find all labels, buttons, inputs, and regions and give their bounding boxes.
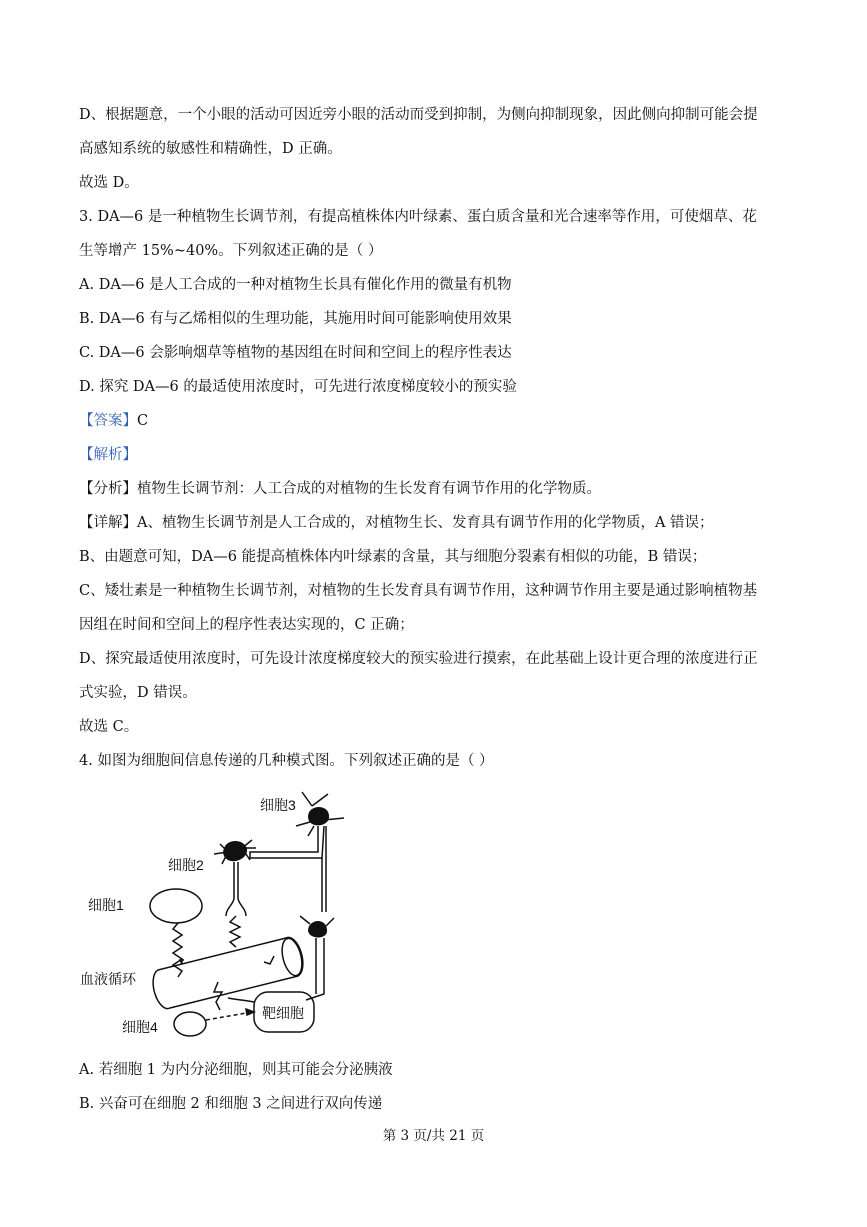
- lower-neuron-body: [309, 922, 327, 937]
- fenxi-text: 植物生长调节剂：人工合成的对植物的生长发育有调节作用的化学物质。: [137, 481, 601, 497]
- label-cell1: 细胞1: [88, 897, 124, 913]
- q3-detail-c-line2: 因组在时间和空间上的程序性表达实现的，C 正确；: [79, 617, 414, 633]
- q3-conclusion: 故选 C。: [79, 719, 139, 735]
- q3-detail-d-line1: D、探究最适使用浓度时，可先设计浓度梯度较大的预实验进行摸索，在此基础上设计更合理的浓度进行正: [79, 651, 758, 667]
- prev-option-d-line1: D、根据题意，一个小眼的活动可因近旁小眼的活动而受到抑制，为侧向抑制现象，因此侧向抑制可能会提: [79, 107, 758, 123]
- label-target: 靶细胞: [262, 1005, 304, 1021]
- q3-detail-c-line1: C、矮壮素是一种植物生长调节剂，对植物的生长发育具有调节作用，这种调节作用主要是通过影响植物基: [79, 583, 758, 599]
- q3-detail-line: [79, 513, 799, 533]
- q3-option-a: A. DA—6 是人工合成的一种对植物生长具有催化作用的微量有机物: [79, 277, 512, 293]
- q3-stem-line2: 生等增产 15%~40%。下列叙述正确的是（ ）: [79, 243, 383, 259]
- cell1-shape: [150, 889, 202, 923]
- q3-answer-line: [79, 411, 799, 431]
- cell2-body: [224, 842, 246, 861]
- q3-analysis-line: [79, 445, 799, 465]
- cell3-body: [309, 808, 329, 825]
- cell4-arrowhead: [246, 1009, 254, 1015]
- detail-tag: 【详解】: [79, 515, 137, 531]
- analysis-tag: 【解析】: [79, 447, 137, 463]
- cell1-signal: [173, 923, 182, 977]
- page-footer: 第 3 页/共 21 页: [382, 1128, 485, 1144]
- q4-stem: 4. 如图为细胞间信息传递的几种模式图。下列叙述正确的是（ ）: [79, 753, 494, 769]
- prev-conclusion: 故选 D。: [79, 175, 139, 191]
- q3-option-b: B. DA—6 有与乙烯相似的生理功能，其施用时间可能影响使用效果: [79, 311, 512, 327]
- cell4-shape: [174, 1012, 206, 1036]
- cell2-axon: [226, 862, 246, 916]
- q4-option-b: B. 兴奋可在细胞 2 和细胞 3 之间进行双向传递: [79, 1096, 383, 1112]
- cell2-signal: [230, 916, 240, 947]
- vessel-signal: [264, 956, 274, 964]
- blood-vessel: [153, 937, 303, 1008]
- q3-fenxi-line: [79, 479, 799, 499]
- fenxi-tag: 【分析】: [79, 481, 137, 497]
- cell4-dashed-arrow: [206, 1012, 252, 1020]
- answer-tag: 【答案】: [79, 413, 137, 429]
- q3-detail-b: B、由题意可知，DA—6 能提高植株体内叶绿素的含量，其与细胞分裂素有相似的功能，B 错误；: [79, 549, 707, 565]
- label-cell2: 细胞2: [168, 857, 204, 873]
- q3-stem-line1: 3. DA—6 是一种植物生长调节剂，有提高植株体内叶绿素、蛋白质含量和光合速率等作用，可使烟草、花: [79, 209, 757, 225]
- vessel-to-target-line: [228, 998, 254, 1002]
- prev-option-d-line2: 高感知系统的敏感性和精确性，D 正确。: [79, 141, 342, 157]
- cell-signaling-diagram: [78, 786, 348, 1048]
- label-cell3: 细胞3: [260, 797, 296, 813]
- q3-option-c: C. DA—6 会影响烟草等植物的基因组在时间和空间上的程序性表达: [79, 345, 512, 361]
- detail-a-text: A、植物生长调节剂是人工合成的，对植物生长、发育具有调节作用的化学物质，A 错误；: [137, 515, 714, 531]
- q3-detail-d-line2: 式实验，D 错误。: [79, 685, 197, 701]
- answer-value: C: [137, 413, 149, 429]
- lower-neuron-axon: [306, 938, 324, 1000]
- q3-option-d: D. 探究 DA—6 的最适使用浓度时，可先进行浓度梯度较小的预实验: [79, 379, 517, 395]
- label-cell4: 细胞4: [122, 1019, 158, 1035]
- q4-option-a: A. 若细胞 1 为内分泌细胞，则其可能会分泌胰液: [79, 1062, 393, 1078]
- label-blood: 血液循环: [80, 971, 136, 987]
- cell3-axon-branch: [250, 826, 324, 858]
- vessel-end: [279, 936, 306, 977]
